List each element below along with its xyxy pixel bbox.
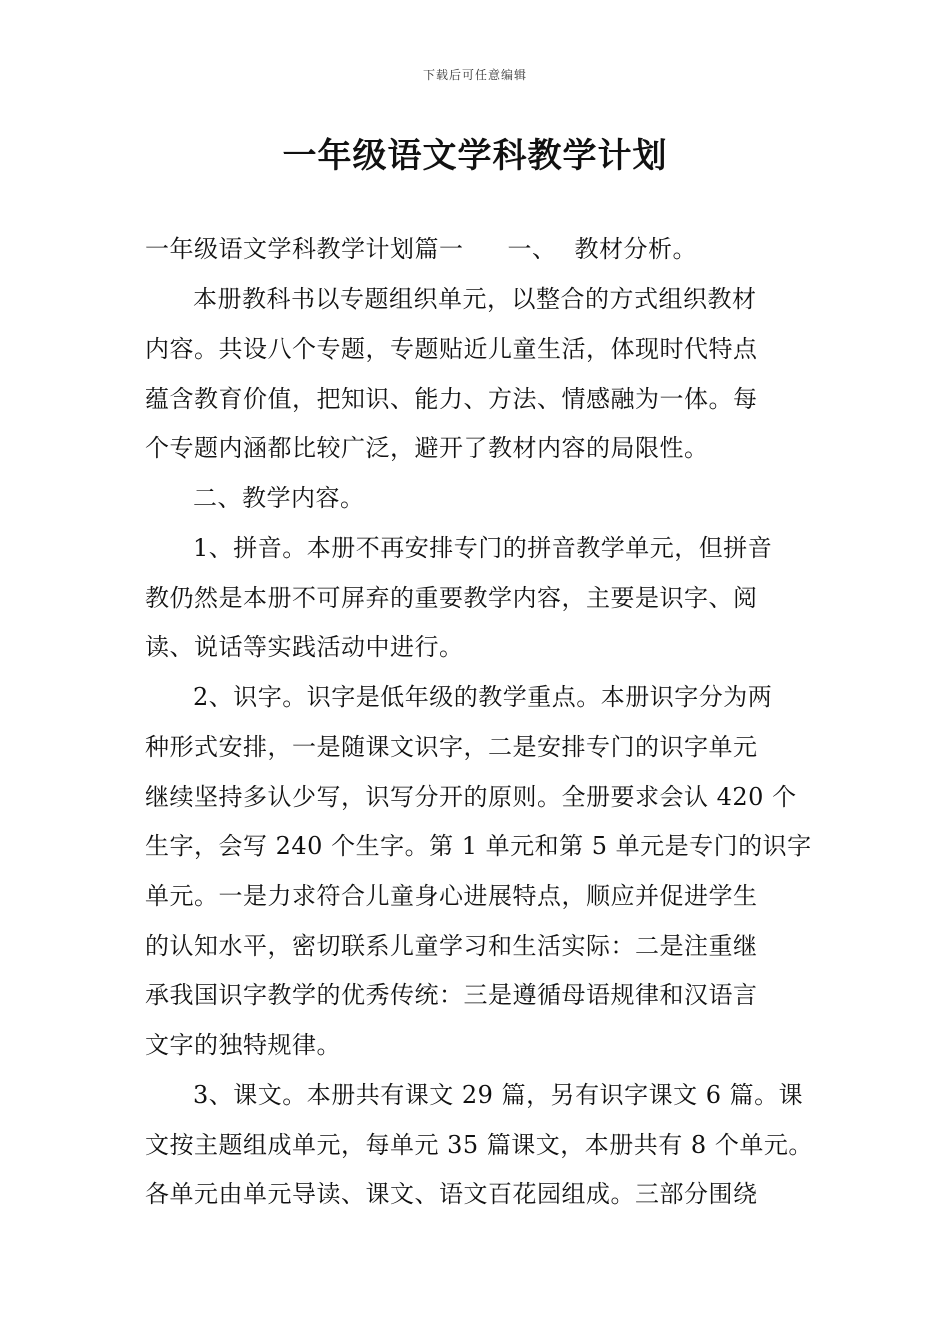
paragraph-line: 文字的独特规律。 <box>145 1031 341 1059</box>
paragraph-line: 内容。共设八个专题，专题贴近儿童生活，体现时代特点 <box>145 335 758 363</box>
paragraph-line: 个专题内涵都比较广泛，避开了教材内容的局限性。 <box>145 434 709 462</box>
paragraph-line: 各单元由单元导读、课文、语文百花园组成。三部分围绕 <box>145 1180 758 1208</box>
paragraph-line: 教仍然是本册不可屏弃的重要教学内容，主要是识字、阅 <box>145 584 758 612</box>
paragraph-line: 读、说话等实践活动中进行。 <box>145 633 464 661</box>
section-heading: 二、教学内容。 <box>193 484 365 512</box>
header-note: 下载后可任意编辑 <box>422 68 527 82</box>
paragraph-line: 承我国识字教学的优秀传统：三是遵循母语规律和汉语言 <box>145 981 758 1009</box>
section-title: 教材分析。 <box>574 235 697 263</box>
paragraph-line: 蕴含教育价值，把知识、能力、方法、情感融为一体。每 <box>145 385 758 413</box>
paragraph-line: 继续坚持多认少写，识写分开的原则。全册要求会认 420 个 <box>145 783 797 811</box>
paragraph-line: 种形式安排，一是随课文识字，二是安排专门的识字单元 <box>145 733 758 761</box>
paragraph-line: 的认知水平，密切联系儿童学习和生活实际：二是注重继 <box>145 932 758 960</box>
part-title: 一年级语文学科教学计划篇一 <box>145 235 464 263</box>
paragraph-line: 2、识字。识字是低年级的教学重点。本册识字分为两 <box>193 683 773 711</box>
paragraph-line: 本册教科书以专题组织单元，以整合的方式组织教材 <box>193 285 757 313</box>
paragraph-line: 生字，会写 240 个生字。第 1 单元和第 5 单元是专门的识字 <box>145 832 812 860</box>
section-number: 一、 <box>507 235 557 263</box>
document-title: 一年级语文学科教学计划 <box>282 136 668 176</box>
paragraph-line: 文按主题组成单元，每单元 35 篇课文，本册共有 8 个单元。 <box>145 1131 813 1159</box>
paragraph-line: 单元。一是力求符合儿童身心进展特点，顺应并促进学生 <box>145 882 758 910</box>
paragraph-line: 1、拼音。本册不再安排专门的拼音教学单元，但拼音 <box>193 534 773 562</box>
paragraph-line: 3、课文。本册共有课文 29 篇，另有识字课文 6 篇。课 <box>193 1081 804 1109</box>
intro-line <box>145 234 697 264</box>
